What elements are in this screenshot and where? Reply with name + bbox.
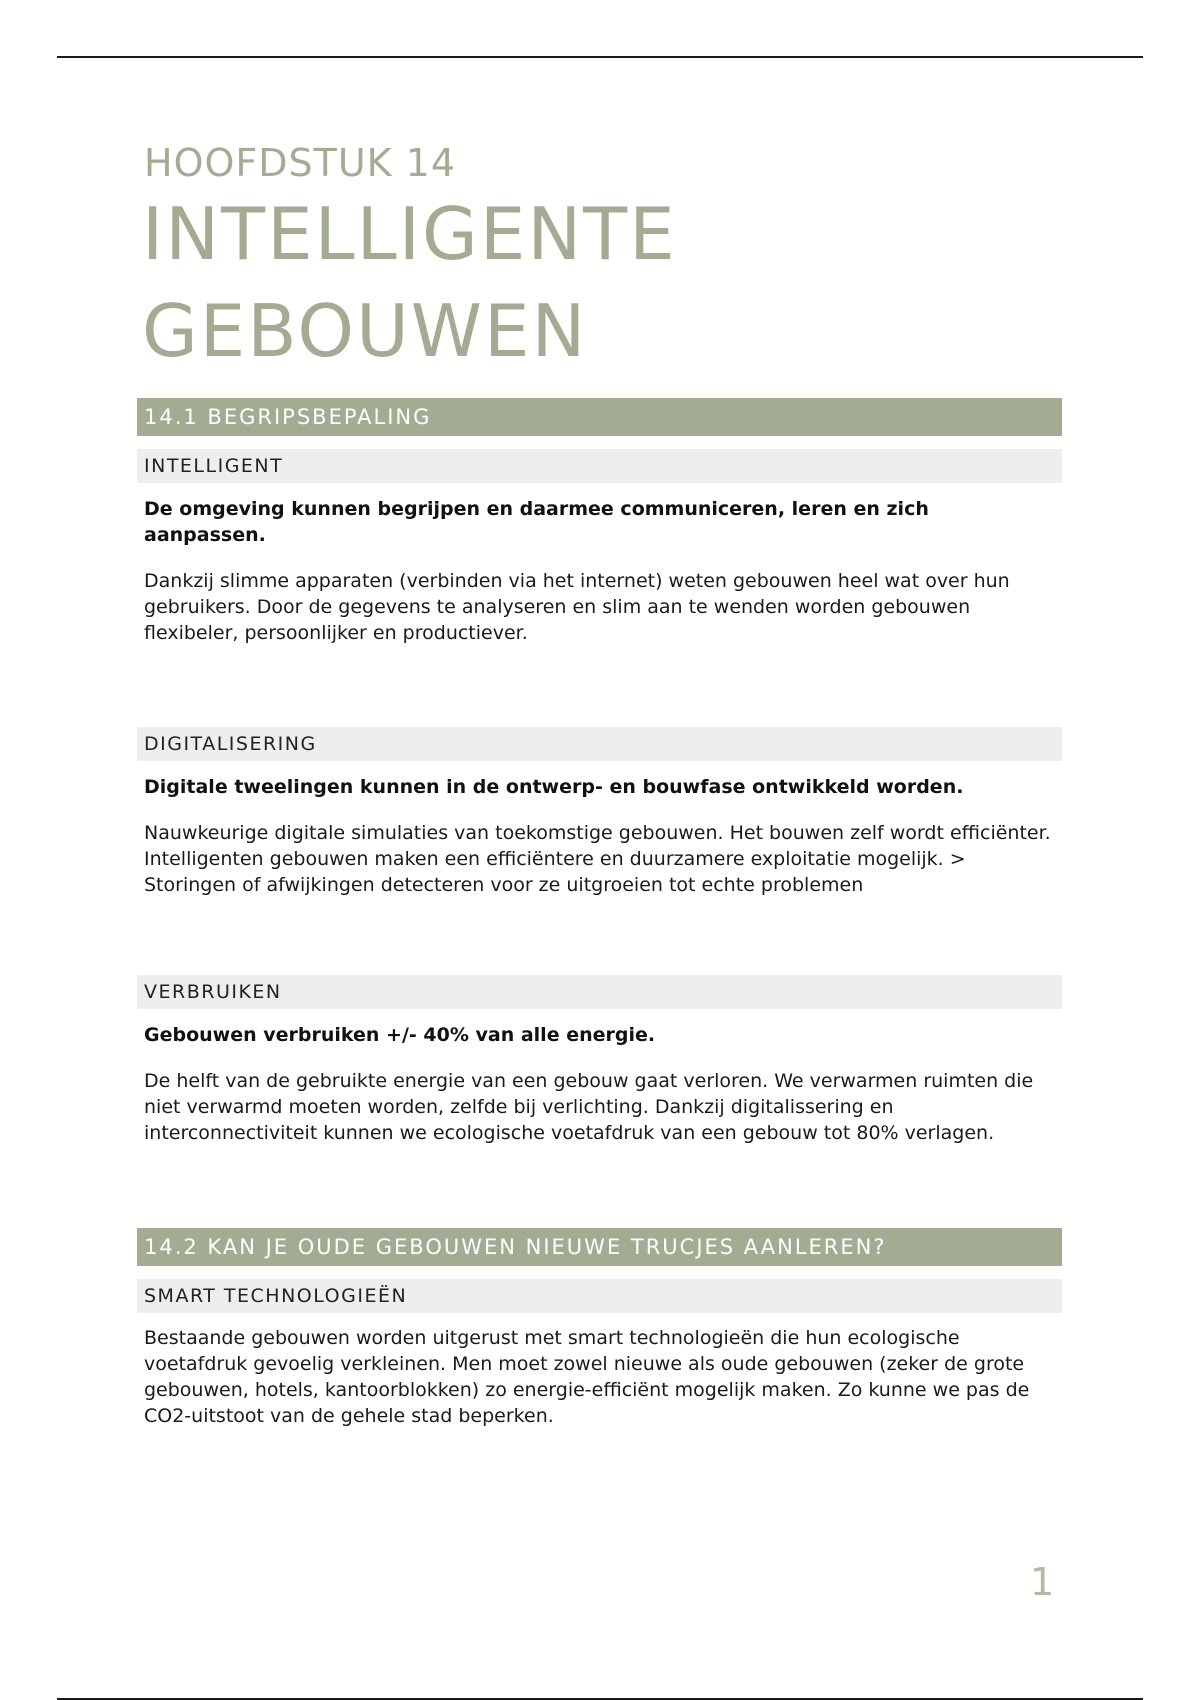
subsection-lead-digitalisering: Digitale tweelingen kunnen in de ontwerp- en bouwfase ontwikkeld worden. [144,776,964,798]
top-rule [57,56,1143,58]
subsection-heading-smart-technologieen: SMART TECHNOLOGIEËN [137,1279,1062,1313]
page-number: 1 [1030,1560,1055,1604]
subsection-lead-verbruiken: Gebouwen verbruiken +/- 40% van alle energie. [144,1024,656,1046]
spacer [137,1146,1062,1210]
section-heading-begripsbepaling: 14.1 BEGRIPSBEPALING [137,398,1062,436]
subsection-body-verbruiken: De helft van de gebruikte energie van een gebouw gaat verloren. We verwarmen ruimten die niet verwarmd moeten worden, zelfde bij verlichting. Dankzij digitalissering en interconnectiviteit kunnen we ecologische voetafdruk van een gebouw tot 80% verlagen. [144,1070,1034,1144]
subsection-heading-verbruiken: VERBRUIKEN [137,975,1062,1009]
subsection-body-smart-technologieen: Bestaande gebouwen worden uitgerust met smart technologieën die hun ecologische voetafdruk gevoelig verkleinen. Men moet zowel nieuwe als oude gebouwen (zeker de grote gebouwen, hotels, kantoorblokken) zo energie-efficiënt mogelijk maken. Zo kunne we pas de CO2-uitstoot van de gehele stad beperken. [144,1327,1030,1427]
subsection-lead-intelligent: De omgeving kunnen begrijpen en daarmee communiceren, leren en zich aanpassen. [144,498,929,546]
spacer [137,646,1062,714]
subsection-heading-intelligent: INTELLIGENT [137,449,1062,483]
document-body [137,140,1062,1429]
chapter-title-line-2: GEBOUWEN [142,289,588,373]
chapter-title-line-1: INTELLIGENTE [142,192,677,276]
subsection-body-intelligent: Dankzij slimme apparaten (verbinden via het internet) weten gebouwen heel wat over hun gebruikers. Door de gegevens te analyseren en slim aan te wenden worden gebouwen flexibeler, persoonlijker en productiever. [144,570,1010,644]
chapter-label: HOOFDSTUK 14 [144,141,457,185]
subsection-heading-digitalisering: DIGITALISERING [137,727,1062,761]
section-heading-oude-gebouwen: 14.2 KAN JE OUDE GEBOUWEN NIEUWE TRUCJES AANLEREN? [137,1228,1062,1266]
spacer [137,898,1062,962]
subsection-body-digitalisering: Nauwkeurige digitale simulaties van toekomstige gebouwen. Het bouwen zelf wordt efficiënter. Intelligenten gebouwen maken een efficiëntere en duurzamere exploitatie mogelijk. > Storingen of afwijkingen detecteren voor ze uitgroeien tot echte problemen [144,822,1051,896]
